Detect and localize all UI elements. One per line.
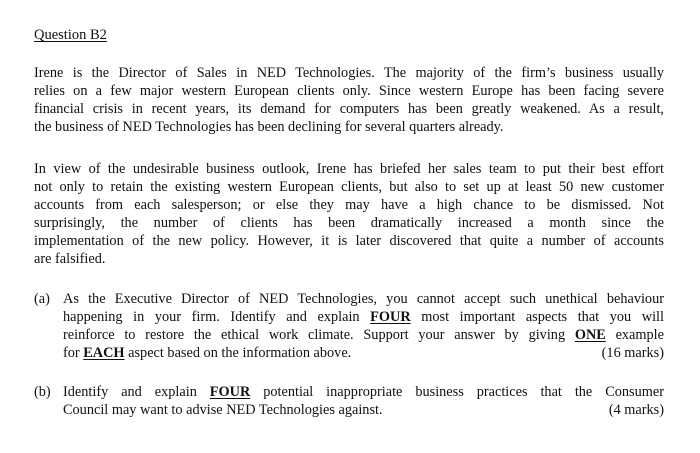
paragraph-line: In view of the undesirable business outlook, Irene has briefed her sales team to put their best effort xyxy=(34,161,664,177)
part-a-body xyxy=(63,290,664,362)
part-b-line xyxy=(63,401,664,419)
paragraph-scenario-policy xyxy=(34,160,664,268)
part-a-line: happening in your firm. Identify and explain FOUR most important aspects that you will xyxy=(63,309,664,325)
emphasis-each: EACH xyxy=(83,345,125,361)
question-heading: Question B2 xyxy=(34,27,107,43)
part-a-line: reinforce to restore the ethical work climate. Support your answer by giving ONE example xyxy=(63,327,664,343)
emphasis-four: FOUR xyxy=(209,384,251,400)
paragraph-line: accounts from each salesperson; or else they may have a high chance to be dismissed. Not xyxy=(34,197,664,213)
paragraph-line: Irene is the Director of Sales in NED Technologies. The majority of the firm’s business usually xyxy=(34,65,664,81)
paragraph-line: the business of NED Technologies has been declining for several quarters already. xyxy=(34,119,504,135)
part-a-final-text: for EACH aspect based on the information above. xyxy=(63,345,352,361)
part-a-marker: (a) xyxy=(34,291,50,307)
paragraph-line: are falsified. xyxy=(34,251,106,267)
paragraph-line: implementation of the new policy. However, it is later discovered that quite a number of accounts xyxy=(34,233,664,249)
paragraph-line: relies on a few major western European clients only. Since western Europe has been facing severe xyxy=(34,83,664,99)
part-a-line: As the Executive Director of NED Technologies, you cannot accept such unethical behaviour xyxy=(63,291,664,307)
part-b-final-text: Council may want to advise NED Technologies against. xyxy=(63,402,383,418)
part-b-marker: (b) xyxy=(34,384,51,400)
part-a-line xyxy=(63,344,664,362)
paragraph-line: financial crisis in recent years, its demand for computers has been greatly weakened. As a result, xyxy=(34,101,664,117)
part-a-marks: (16 marks) xyxy=(601,345,664,361)
paragraph-scenario-intro xyxy=(34,64,664,136)
part-b-body xyxy=(63,383,664,419)
part-b-marks: (4 marks) xyxy=(608,402,664,418)
paragraph-line: not only to retain the existing western European clients, but also to set up at least 50 new customer xyxy=(34,179,664,195)
part-b-line: Identify and explain FOUR potential inappropriate business practices that the Consumer xyxy=(63,384,664,400)
paragraph-line: surprisingly, the number of clients has been dramatically increased a month since the xyxy=(34,215,664,231)
emphasis-four: FOUR xyxy=(370,309,411,325)
emphasis-one: ONE xyxy=(574,327,606,343)
